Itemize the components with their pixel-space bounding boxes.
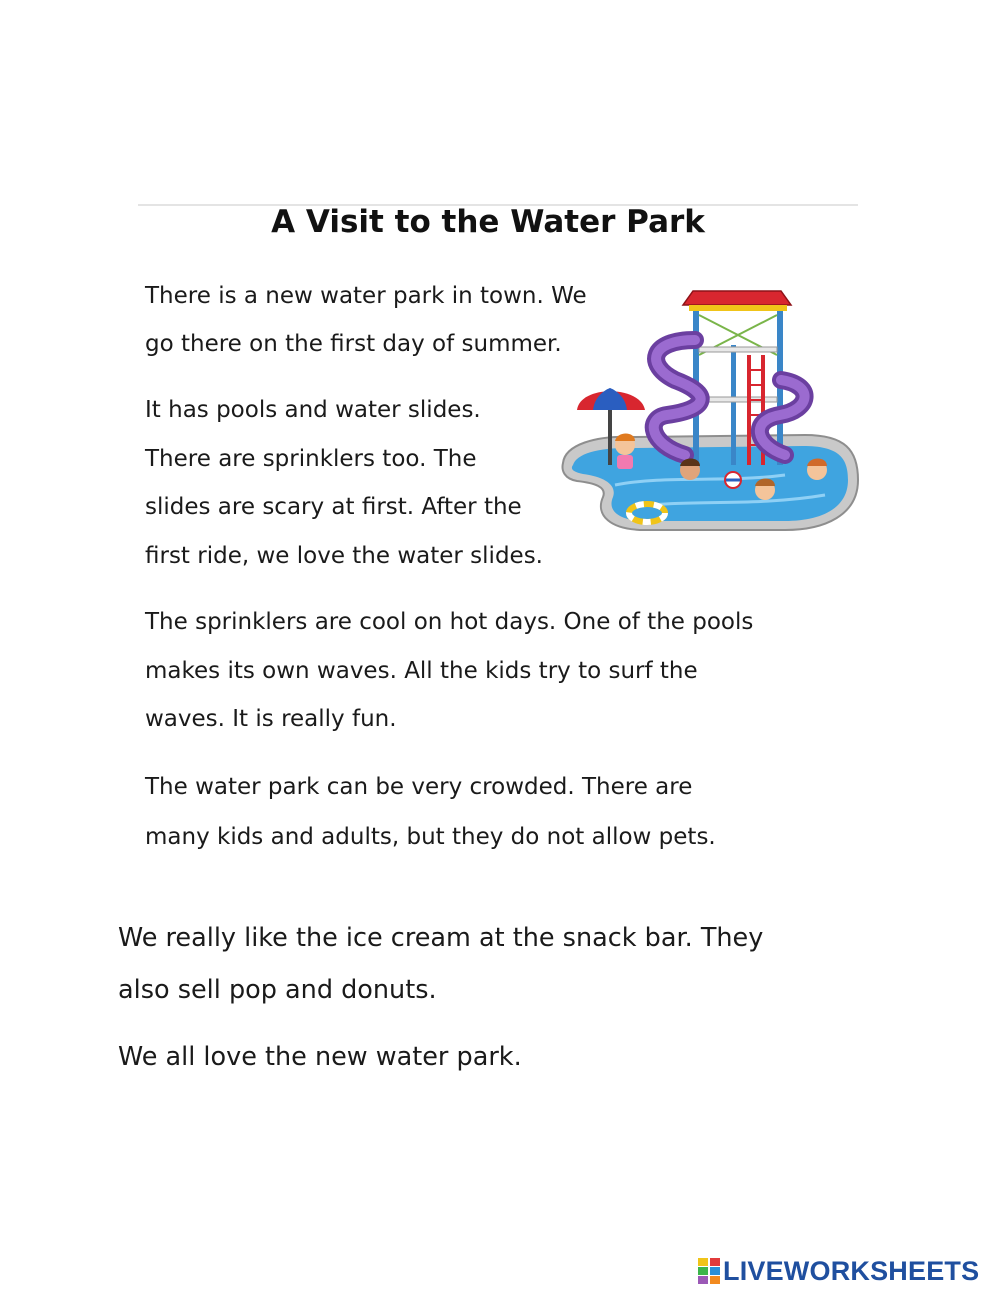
liveworksheets-logo-icon xyxy=(698,1258,720,1284)
paragraph-3-line: makes its own waves. All the kids try to surf the xyxy=(145,657,698,684)
paragraph-1-line: There is a new water park in town. We xyxy=(145,283,587,309)
worksheet-title: A Visit to the Water Park xyxy=(271,204,705,240)
paragraph-1 xyxy=(145,272,587,368)
paragraph-5-line: also sell pop and donuts. xyxy=(118,975,437,1005)
paragraph-4-line: The water park can be very crowded. There are xyxy=(145,774,693,800)
paragraph-2-line: first ride, we love the water slides. xyxy=(145,542,543,569)
paragraph-4 xyxy=(145,762,716,862)
paragraph-6 xyxy=(118,1035,522,1079)
paragraph-2-line: slides are scary at first. After the xyxy=(145,494,522,520)
paragraph-5 xyxy=(118,912,763,1016)
paragraph-6-line: We all love the new water park. xyxy=(118,1042,522,1072)
paragraph-2-line: There are sprinklers too. The xyxy=(145,445,477,472)
paragraph-2 xyxy=(145,386,543,580)
water-park-illustration xyxy=(555,285,860,545)
paragraph-5-line: We really like the ice cream at the snack bar. They xyxy=(118,923,764,953)
paragraph-4-line: many kids and adults, but they do not allow pets. xyxy=(145,824,716,850)
liveworksheets-brand[interactable] xyxy=(698,1253,979,1289)
paragraph-2-line: It has pools and water slides. xyxy=(145,397,481,423)
brand-name: LIVEWORKSHEETS xyxy=(723,1255,980,1286)
paragraph-3-line: waves. It is really fun. xyxy=(145,706,397,732)
paragraph-1-line: go there on the first day of summer. xyxy=(145,331,562,357)
paragraph-3-line: The sprinklers are cool on hot days. One of the pools xyxy=(145,609,754,635)
paragraph-3 xyxy=(145,598,753,744)
